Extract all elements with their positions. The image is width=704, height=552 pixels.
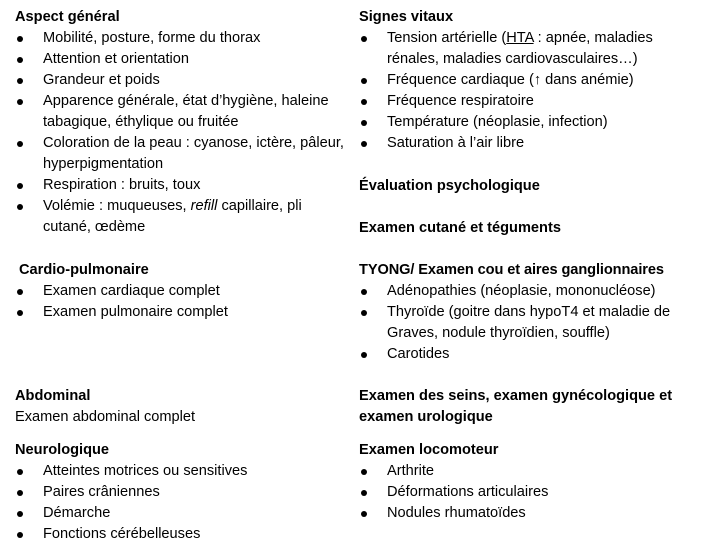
section-heading: Aspect général xyxy=(15,9,120,25)
list-item: Fréquence respiratoire xyxy=(359,91,699,112)
list-item: Carotides xyxy=(359,344,699,365)
bullet-list xyxy=(15,28,345,238)
section-heading: Neurologique xyxy=(15,442,110,458)
section-heading: Évaluation psychologique xyxy=(359,178,540,194)
list-item: Adénopathies (néoplasie, mononucléose) xyxy=(359,281,699,302)
bullet-list xyxy=(15,461,345,545)
list-item-volemie: Volémie : muqueuses, refill capillaire, pli cutané, œdème xyxy=(15,196,345,238)
section-heading: Abdominal xyxy=(15,388,91,404)
list-item: Fréquence cardiaque (↑ dans anémie) xyxy=(359,70,699,91)
section-evaluation-psychologique xyxy=(359,176,699,197)
list-item: Arthrite xyxy=(359,461,699,482)
section-aspect-general xyxy=(15,7,345,238)
section-cardio-pulmonaire xyxy=(19,260,345,281)
section-neurologique xyxy=(15,440,345,545)
list-item: Attention et orientation xyxy=(15,49,345,70)
section-cardio-list xyxy=(15,281,345,323)
section-tyong xyxy=(359,260,699,365)
section-heading: Signes vitaux xyxy=(359,9,454,25)
list-item: Fonctions cérébelleuses xyxy=(15,524,345,545)
section-signes-vitaux xyxy=(359,7,699,154)
bullet-list xyxy=(359,281,699,365)
list-item: Démarche xyxy=(15,503,345,524)
list-item: Température (néoplasie, infection) xyxy=(359,112,699,133)
section-heading: Examen des seins, examen gynécologique et examen urologique xyxy=(359,388,673,425)
list-item: Respiration : bruits, toux xyxy=(15,175,345,196)
underlined-term: HTA xyxy=(506,30,534,46)
list-item: Paires crâniennes xyxy=(15,482,345,503)
section-seins-gyneco-uro xyxy=(359,386,699,428)
section-examen-cutane xyxy=(359,218,699,239)
section-locomoteur xyxy=(359,440,699,524)
bullet-list xyxy=(15,281,345,323)
list-item: Examen cardiaque complet xyxy=(15,281,345,302)
section-heading: Cardio-pulmonaire xyxy=(19,262,149,278)
italic-term: refill xyxy=(190,198,218,214)
list-item: Coloration de la peau : cyanose, ictère, pâleur, hyperpigmentation xyxy=(15,133,345,175)
list-item: Grandeur et poids xyxy=(15,70,345,91)
list-item: Examen pulmonaire complet xyxy=(15,302,345,323)
bullet-list xyxy=(359,461,699,524)
list-item-tension: Tension artérielle (HTA : apnée, maladies rénales, maladies cardiovasculaires…) xyxy=(359,28,699,70)
section-heading: TYONG/ Examen cou et aires ganglionnaires xyxy=(359,262,664,278)
list-item: Saturation à l’air libre xyxy=(359,133,699,154)
list-item: Atteintes motrices ou sensitives xyxy=(15,461,345,482)
list-item: Thyroïde (goitre dans hypoT4 et maladie de Graves, nodule thyroïdien, souffle) xyxy=(359,302,699,344)
list-item: Déformations articulaires xyxy=(359,482,699,503)
section-heading: Examen locomoteur xyxy=(359,442,499,458)
list-item: Mobilité, posture, forme du thorax xyxy=(15,28,345,49)
bullet-list xyxy=(359,28,699,154)
section-text: Examen abdominal complet xyxy=(15,409,196,425)
list-item: Apparence générale, état d’hygiène, haleine tabagique, éthylique ou fruitée xyxy=(15,91,345,133)
section-abdominal xyxy=(15,386,345,428)
section-heading: Examen cutané et téguments xyxy=(359,220,561,236)
list-item: Nodules rhumatoïdes xyxy=(359,503,699,524)
